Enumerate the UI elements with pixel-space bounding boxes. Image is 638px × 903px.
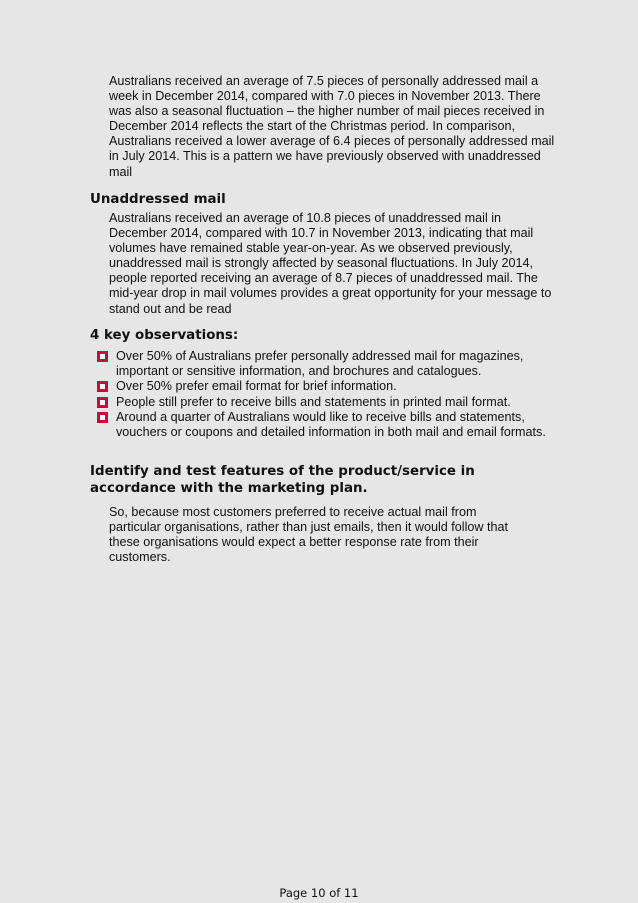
key-observations-heading: 4 key observations: [90,328,239,343]
observation-text: Around a quarter of Australians would like to receive bills and statements, vouchers or coupons and detailed information in both mail and email formats. [116,409,546,440]
square-bullet-icon [97,397,108,408]
list-item [96,379,566,394]
square-bullet-icon [97,381,108,392]
list-item [96,410,566,440]
observation-text: Over 50% of Australians prefer personally addressed mail for magazines, important or sensitive information, and brochures and catalogues. [116,349,524,379]
observations-list [96,349,566,440]
identify-features-paragraph: So, because most customers preferred to receive actual mail from particular organisations, rather than just emails, then it would follow that these organisations would expect a better response rate from their customers. [109,505,509,565]
identify-features-heading: Identify and test features of the product/service in accordance with the marketing plan. [90,464,475,496]
observation-text: Over 50% prefer email format for brief information. [116,379,397,394]
square-bullet-icon [97,412,108,423]
page-number-footer: Page 10 of 11 [279,886,359,900]
intro-paragraph: Australians received an average of 7.5 pieces of personally addressed mail a week in December 2014, compared with 7.0 pieces in November 2013. There was also a seasonal fluctuation – the higher number of mail pieces received in December 2014 reflects the start of the Christmas period. In comparison, Australians received a lower average of 6.4 pieces of personally addressed mail in July 2014. This is a pattern we have previously observed with unaddressed mail [109,74,555,179]
list-item [96,395,566,410]
observation-text: People still prefer to receive bills and statements in printed mail format. [116,394,511,409]
square-bullet-icon [97,351,108,362]
unaddressed-mail-heading: Unaddressed mail [90,192,226,207]
unaddressed-mail-paragraph: Australians received an average of 10.8 pieces of unaddressed mail in December 2014, compared with 10.7 in November 2013, indicating that mail volumes have remained stable year-on-year. As we observed previously, unaddressed mail is strongly affected by seasonal fluctuations. In July 2014, people reported receiving an average of 8.7 pieces of unaddressed mail. The mid-year drop in mail volumes provides a great opportunity for your message to stand out and be read [109,211,552,316]
list-item [96,349,566,379]
